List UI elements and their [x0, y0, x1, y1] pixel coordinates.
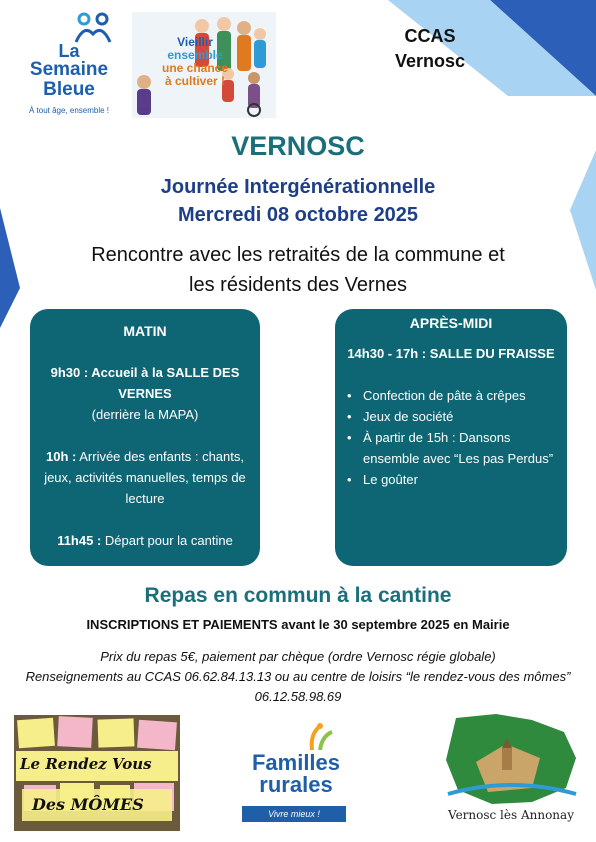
matin-slot1-time: 9h30 : Accueil à la SALLE DES VERNES	[50, 365, 240, 401]
ccas-label	[380, 24, 480, 74]
apres-midi-panel	[335, 309, 567, 566]
intro-line1: Rencontre avec les retraités de la commune et	[91, 244, 505, 266]
familles-slogan: Vivre mieux !	[242, 806, 346, 822]
apres-midi-time: 14h30 - 17h : SALLE DU FRAISSE	[347, 346, 555, 361]
vieillir-line3: une chance	[161, 61, 229, 75]
semaine-bleue-logo	[14, 12, 124, 116]
matin-slot3-text: Départ pour la cantine	[101, 533, 233, 548]
intro-line2: les résidents des Vernes	[189, 274, 407, 296]
matin-heading: MATIN	[123, 323, 167, 339]
repas-title: Repas en commun à la cantine	[144, 584, 452, 607]
matin-slot2-text: Arrivée des enfants : chants, jeux, activités manuelles, temps de lecture	[44, 449, 246, 506]
matin-panel	[30, 309, 260, 566]
info-text	[20, 647, 576, 707]
familles-line2: rurales	[259, 772, 333, 797]
matin-slot2-time: 10h :	[46, 449, 77, 464]
matin-slot1-note: (derrière la MAPA)	[91, 407, 199, 422]
event-heading	[0, 173, 596, 229]
apres-midi-heading: APRÈS-MIDI	[409, 315, 493, 331]
vernosc-les-annonay-logo	[436, 710, 586, 832]
vieillir-ensemble-logo	[132, 12, 276, 118]
event-date: Mercredi 08 octobre 2025	[177, 204, 419, 226]
page-title: VERNOSC	[231, 131, 365, 161]
prix-text: Prix du repas 5€, paiement par chèque (ordre Vernosc régie globale)	[100, 649, 496, 664]
matin-slot3-time: 11h45 :	[57, 533, 102, 548]
leaf-icon	[240, 722, 352, 752]
vernosc-caption: Vernosc lès Annonay	[448, 808, 574, 822]
semaine-line1: La	[58, 41, 80, 61]
list-item: • À partir de 15h : Dansons ensemble avec “Les pas Perdus”	[343, 427, 559, 469]
familles-line1: Familles	[251, 750, 341, 775]
list-item: • Jeux de société	[343, 406, 559, 427]
ccas-line2: Vernosc	[394, 51, 466, 71]
semaine-line3: Bleue	[43, 79, 95, 100]
list-item: • Le goûter	[343, 469, 559, 490]
vieillir-line1: Vieillir	[177, 35, 213, 49]
vieillir-line4: à cultiver !	[164, 74, 226, 88]
matin-slot3	[38, 530, 252, 551]
semaine-line2: Semaine	[29, 59, 109, 80]
semaine-tagline: À tout âge, ensemble !	[28, 106, 110, 115]
renseignements-text: Renseignements au CCAS 06.62.84.13.13 ou au centre de loisirs “le rendez-vous des mômes” 06.12.58.98.69	[25, 669, 571, 704]
list-item: • Confection de pâte à crêpes	[343, 385, 559, 406]
rendez-vous-des-momes-logo	[14, 715, 180, 831]
vieillir-line2: ensemble	[167, 48, 223, 62]
matin-slot2	[38, 446, 252, 509]
intro-text	[0, 240, 596, 300]
rdv-line2: Des MÔMES	[32, 795, 144, 814]
people-icon	[14, 12, 124, 44]
inscriptions-text: INSCRIPTIONS ET PAIEMENTS avant le 30 septembre 2025 en Mairie	[86, 617, 510, 632]
ccas-line1: CCAS	[404, 26, 456, 46]
village-map-icon	[436, 710, 586, 810]
event-name: Journée Intergénérationnelle	[160, 176, 436, 198]
rdv-line1: Le Rendez Vous	[20, 755, 152, 773]
familles-rurales-logo	[240, 722, 352, 824]
apres-midi-list	[343, 385, 559, 490]
matin-slot1	[38, 362, 252, 425]
